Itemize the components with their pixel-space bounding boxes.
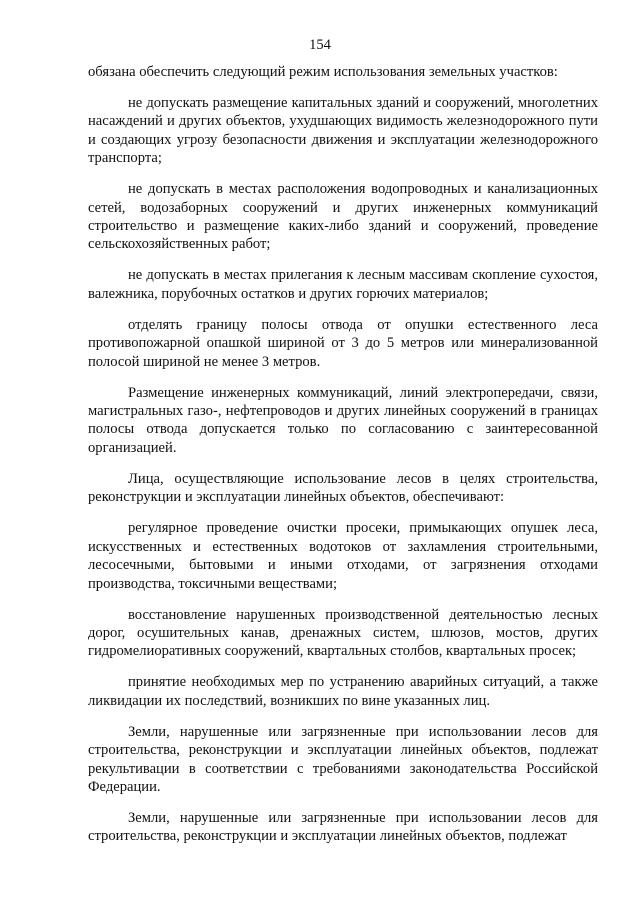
paragraph-forest-users-obligations: Лица, осуществляющие использование лесов в целях строительства, реконструкции и эксплуатации линейных объектов, обеспечивают: [88, 470, 598, 506]
paragraph-restoration: восстановление нарушенных производственной деятельностью лесных дорог, осушительных канав, дренажных систем, шлюзов, мостов, других гидромелиоративных сооружений, квартальных столбов, квартальных просек; [88, 606, 598, 660]
paragraph-no-capital-buildings: не допускать размещение капитальных зданий и сооружений, многолетних насаждений и других объектов, ухудшающих видимость железнодорожного пути и создающих угрозу безопасности движения и эксплуатации железнодорожного транспорта; [88, 95, 598, 167]
paragraph-no-flammable-materials: не допускать в местах прилегания к лесным массивам скопление сухостоя, валежника, порубочных остатков и других горючих материалов; [88, 267, 598, 302]
paragraph-recultivation: Земли, нарушенные или загрязненные при использовании лесов для строительства, реконструкции и эксплуатации линейных объектов, подлежат рекультивации в соответствии с требованиями законодательства Российской Федерации. [88, 723, 598, 795]
document-body [88, 63, 598, 858]
paragraph-emergency-measures: принятие необходимых мер по устранению аварийных ситуаций, а также ликвидации их последствий, возникших по вине указанных лиц. [88, 674, 598, 709]
paragraph-lead-in: обязана обеспечить следующий режим использования земельных участков: [88, 64, 558, 80]
paragraph-engineering-communications: Размещение инженерных коммуникаций, линий электропередачи, связи, магистральных газо-, нефтепроводов и других линейных сооружений в границах полосы отвода допускается только по согласованию с заинтересованной организацией. [88, 384, 598, 456]
paragraph-fire-break: отделять границу полосы отвода от опушки естественного леса противопожарной опашкой шириной от 3 до 5 метров или минерализованной полосой шириной не менее 3 метров. [88, 316, 598, 370]
paragraph-clearing-maintenance: регулярное проведение очистки просеки, примыкающих опушек леса, искусственных и естественных водотоков от захламления строительными, лесосечными, бытовыми и иными отходами, от загрязнения отходами производства, токсичными веществами; [88, 520, 598, 592]
paragraph-recultivation-continued: Земли, нарушенные или загрязненные при использовании лесов для строительства, реконструкции и эксплуатации линейных объектов, подлежат [88, 809, 598, 845]
paragraph-no-construction-near-utilities: не допускать в местах расположения водопроводных и канализационных сетей, водозаборных сооружений и других инженерных коммуникаций строительство и размещение каких-либо зданий и сооружений, проведение сельскохозяйственных работ; [88, 181, 598, 253]
page-number: 154 [309, 37, 331, 53]
